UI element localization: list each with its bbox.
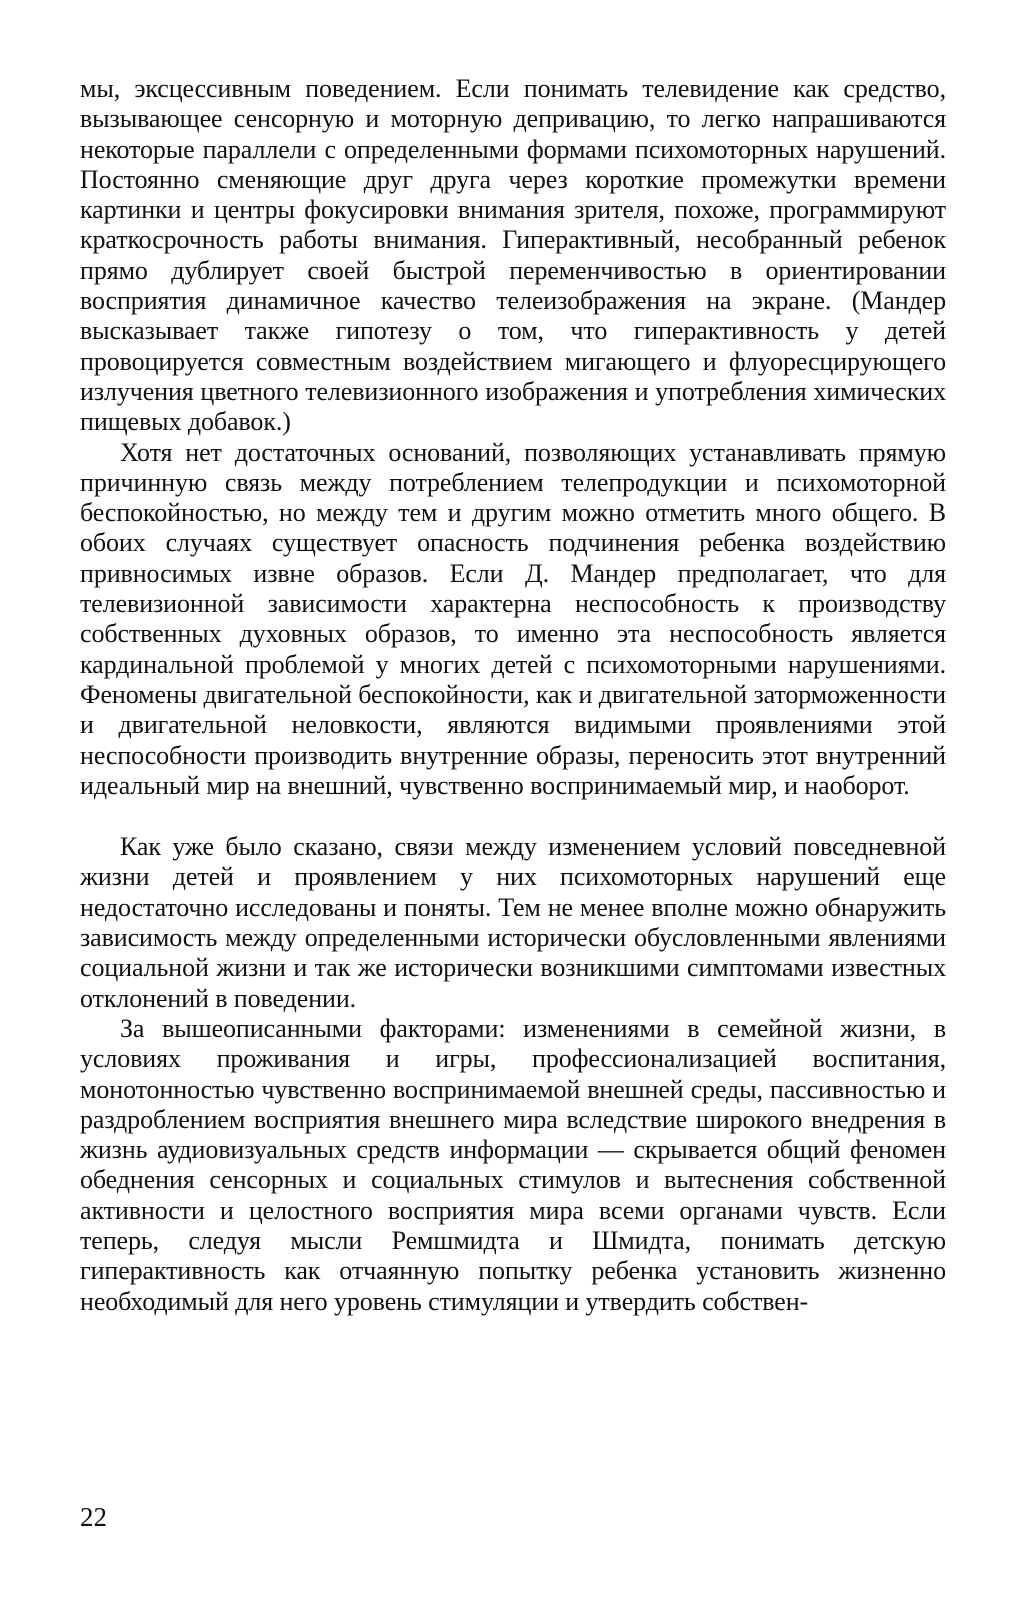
paragraph-social-phenomena: Как уже было сказано, связи между изменением условий повседневной жизни детей и проявлением у них психомоторных нарушений еще недостаточно исследованы и поняты. Тем не менее вполне можно обнаружить зависимость между определенными исторически обусловленными явлениями социальной жизни и так же исторически возникшими симптомами известных отклонений в поведении. [80, 832, 946, 1013]
paragraph-tv-dependence: Хотя нет достаточных оснований, позволяющих устанавливать прямую причинную связь между потреблением телепродукции и психомоторной беспокойностью, но между тем и другим можно отметить много общего. В обоих случаях существует опасность подчинения ребенка воздействию привносимых извне образов. Если Д. Мандер предполагает, что для телевизионной зависимости характерна неспособность к производству собственных духовных образов, то именно эта неспособность является кардинальной проблемой у многих детей с психомоторными нарушениями. Феномены двигательной беспокойности, как и двигательной заторможенности и двигательной неловкости, являются видимыми проявлениями этой неспособности производить внутренние образы, переносить этот внутренний идеальный мир на внешний, чувственно воспринимаемый мир, и наоборот. [80, 437, 946, 800]
paragraph-continuation: мы, эксцессивным поведением. Если понимать телевидение как средство, вызывающее сенсорную и моторную депривацию, то легко напрашиваются некоторые параллели с определенными формами психомоторных нарушений. Постоянно сменяющие друг друга через короткие промежутки времени картинки и центры фокусировки внимания зрителя, похоже, программируют краткосрочность работы внимания. Гиперактивный, несобранный ребенок прямо дублирует своей быстрой переменчивостью в ориентировании восприятия динамичное качество телеизображения на экране. (Мандер высказывает также гипотезу о том, что гиперактивность у детей провоцируется совместным воздействием мигающего и флуоресцирующего излучения цветного телевизионного изображения и употребления химических пищевых добавок.) [80, 74, 946, 437]
page-body [80, 74, 946, 1317]
paragraph-factors: За вышеописанными факторами: изменениями в семейной жизни, в условиях проживания и игры, профессионализацией воспитания, монотонностью чувственно воспринимаемой внешней среды, пассивностью и раздроблением восприятия внешнего мира вследствие широкого внедрения в жизнь аудиовизуальных средств информации — скрывается общий феномен обеднения сенсорных и социальных стимулов и вытеснения собственной активности и целостного восприятия мира всеми органами чувств. Если теперь, следуя мысли Ремшмидта и Шмидта, понимать детскую гиперактивность как отчаянную попытку ребенка установить жизненно необходимый для него уровень стимуляции и утвердить собствен- [80, 1013, 946, 1316]
page-number: 22 [80, 1502, 107, 1532]
